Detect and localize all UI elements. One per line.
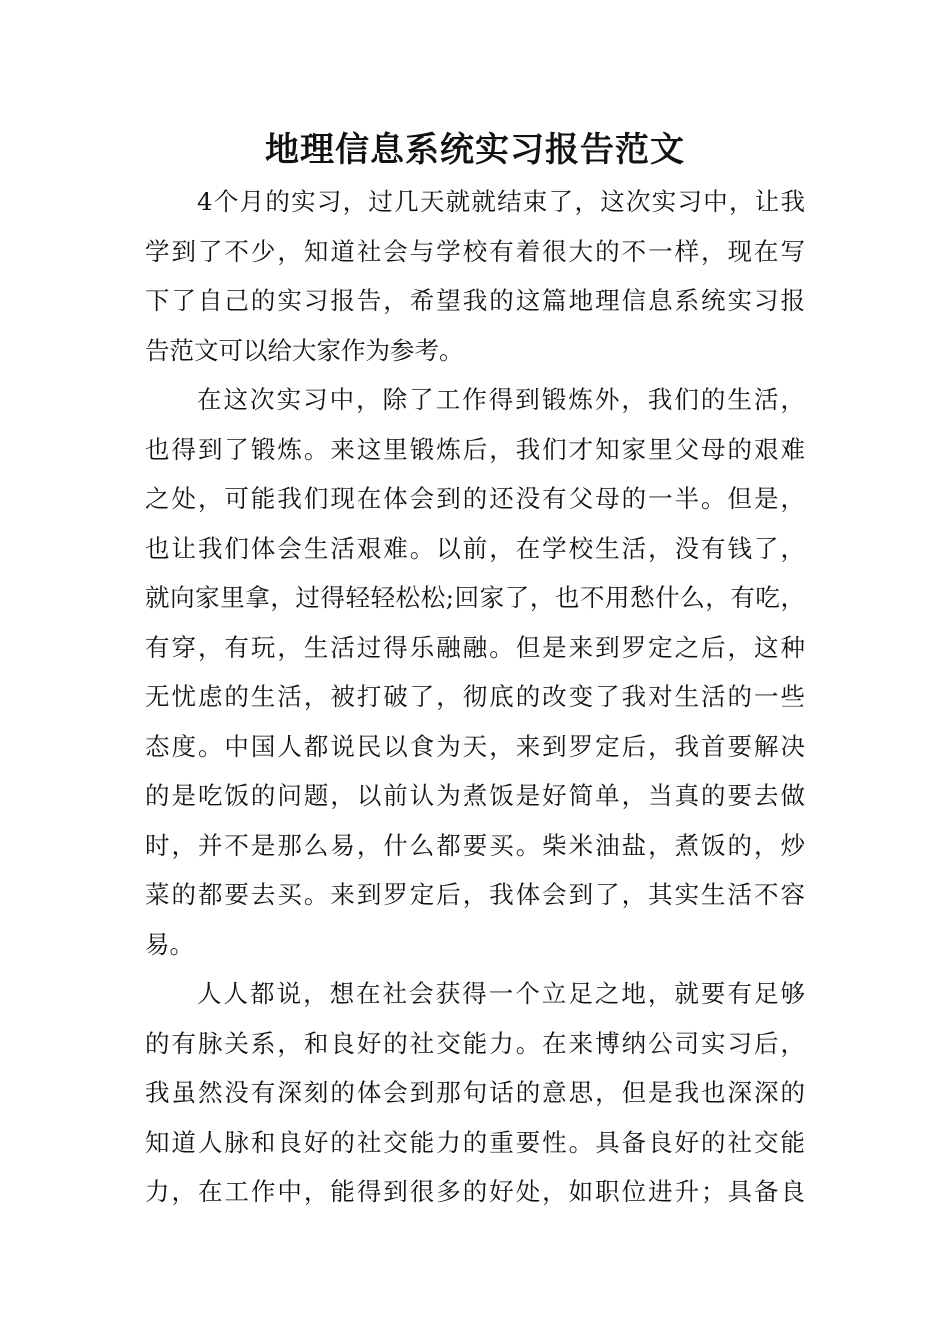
text-line: 无忧虑的生活，被打破了，彻底的改变了我对生活的一些 <box>145 682 805 711</box>
paragraph-2 <box>145 375 805 969</box>
text-line: 我虽然没有深刻的体会到那句话的意思，但是我也深深的 <box>145 1078 805 1107</box>
text-line: 4个月的实习，过几天就就结束了，这次实习中，让我 <box>197 187 805 216</box>
text-line: 学到了不少，知道社会与学校有着很大的不一样，现在写 <box>145 236 805 266</box>
text-line: 下了自己的实习报告，希望我的这篇地理信息系统实习报 <box>145 286 805 315</box>
text-line: 的是吃饭的问题，以前认为煮饭是好简单，当真的要去做 <box>145 781 805 810</box>
text-line: 之处，可能我们现在体会到的还没有父母的一半。但是， <box>145 484 805 513</box>
text-line: 就向家里拿，过得轻轻松松;回家了，也不用愁什么，有吃， <box>145 583 805 612</box>
text-line: 时，并不是那么易，什么都要买。柴米油盐，煮饭的，炒 <box>145 830 805 860</box>
document-title: 地理信息系统实习报告范文 <box>265 130 685 170</box>
text-line: 在这次实习中，除了工作得到锻炼外，我们的生活， <box>197 385 805 414</box>
text-line: 有穿，有玩，生活过得乐融融。但是来到罗定之后，这种 <box>145 632 805 662</box>
document-body <box>145 177 805 1217</box>
text-line: 也让我们体会生活艰难。以前，在学校生活，没有钱了， <box>145 533 805 563</box>
text-line: 知道人脉和良好的社交能力的重要性。具备良好的社交能 <box>145 1127 805 1157</box>
text-line: 易。 <box>145 929 194 959</box>
paragraph-3 <box>145 969 805 1217</box>
paragraph-1 <box>145 177 805 375</box>
text-line: 人人都说，想在社会获得一个立足之地，就要有足够 <box>197 979 805 1008</box>
text-line: 告范文可以给大家作为参考。 <box>145 335 464 365</box>
text-line: 态度。中国人都说民以食为天，来到罗定后，我首要解决 <box>145 731 805 761</box>
text-line: 的有脉关系，和良好的社交能力。在来博纳公司实习后， <box>145 1028 805 1058</box>
text-line: 菜的都要去买。来到罗定后，我体会到了，其实生活不容 <box>145 880 805 909</box>
text-line: 力，在工作中，能得到很多的好处，如职位进升；具备良 <box>145 1177 805 1206</box>
text-line: 也得到了锻炼。来这里锻炼后，我们才知家里父母的艰难 <box>145 434 805 464</box>
